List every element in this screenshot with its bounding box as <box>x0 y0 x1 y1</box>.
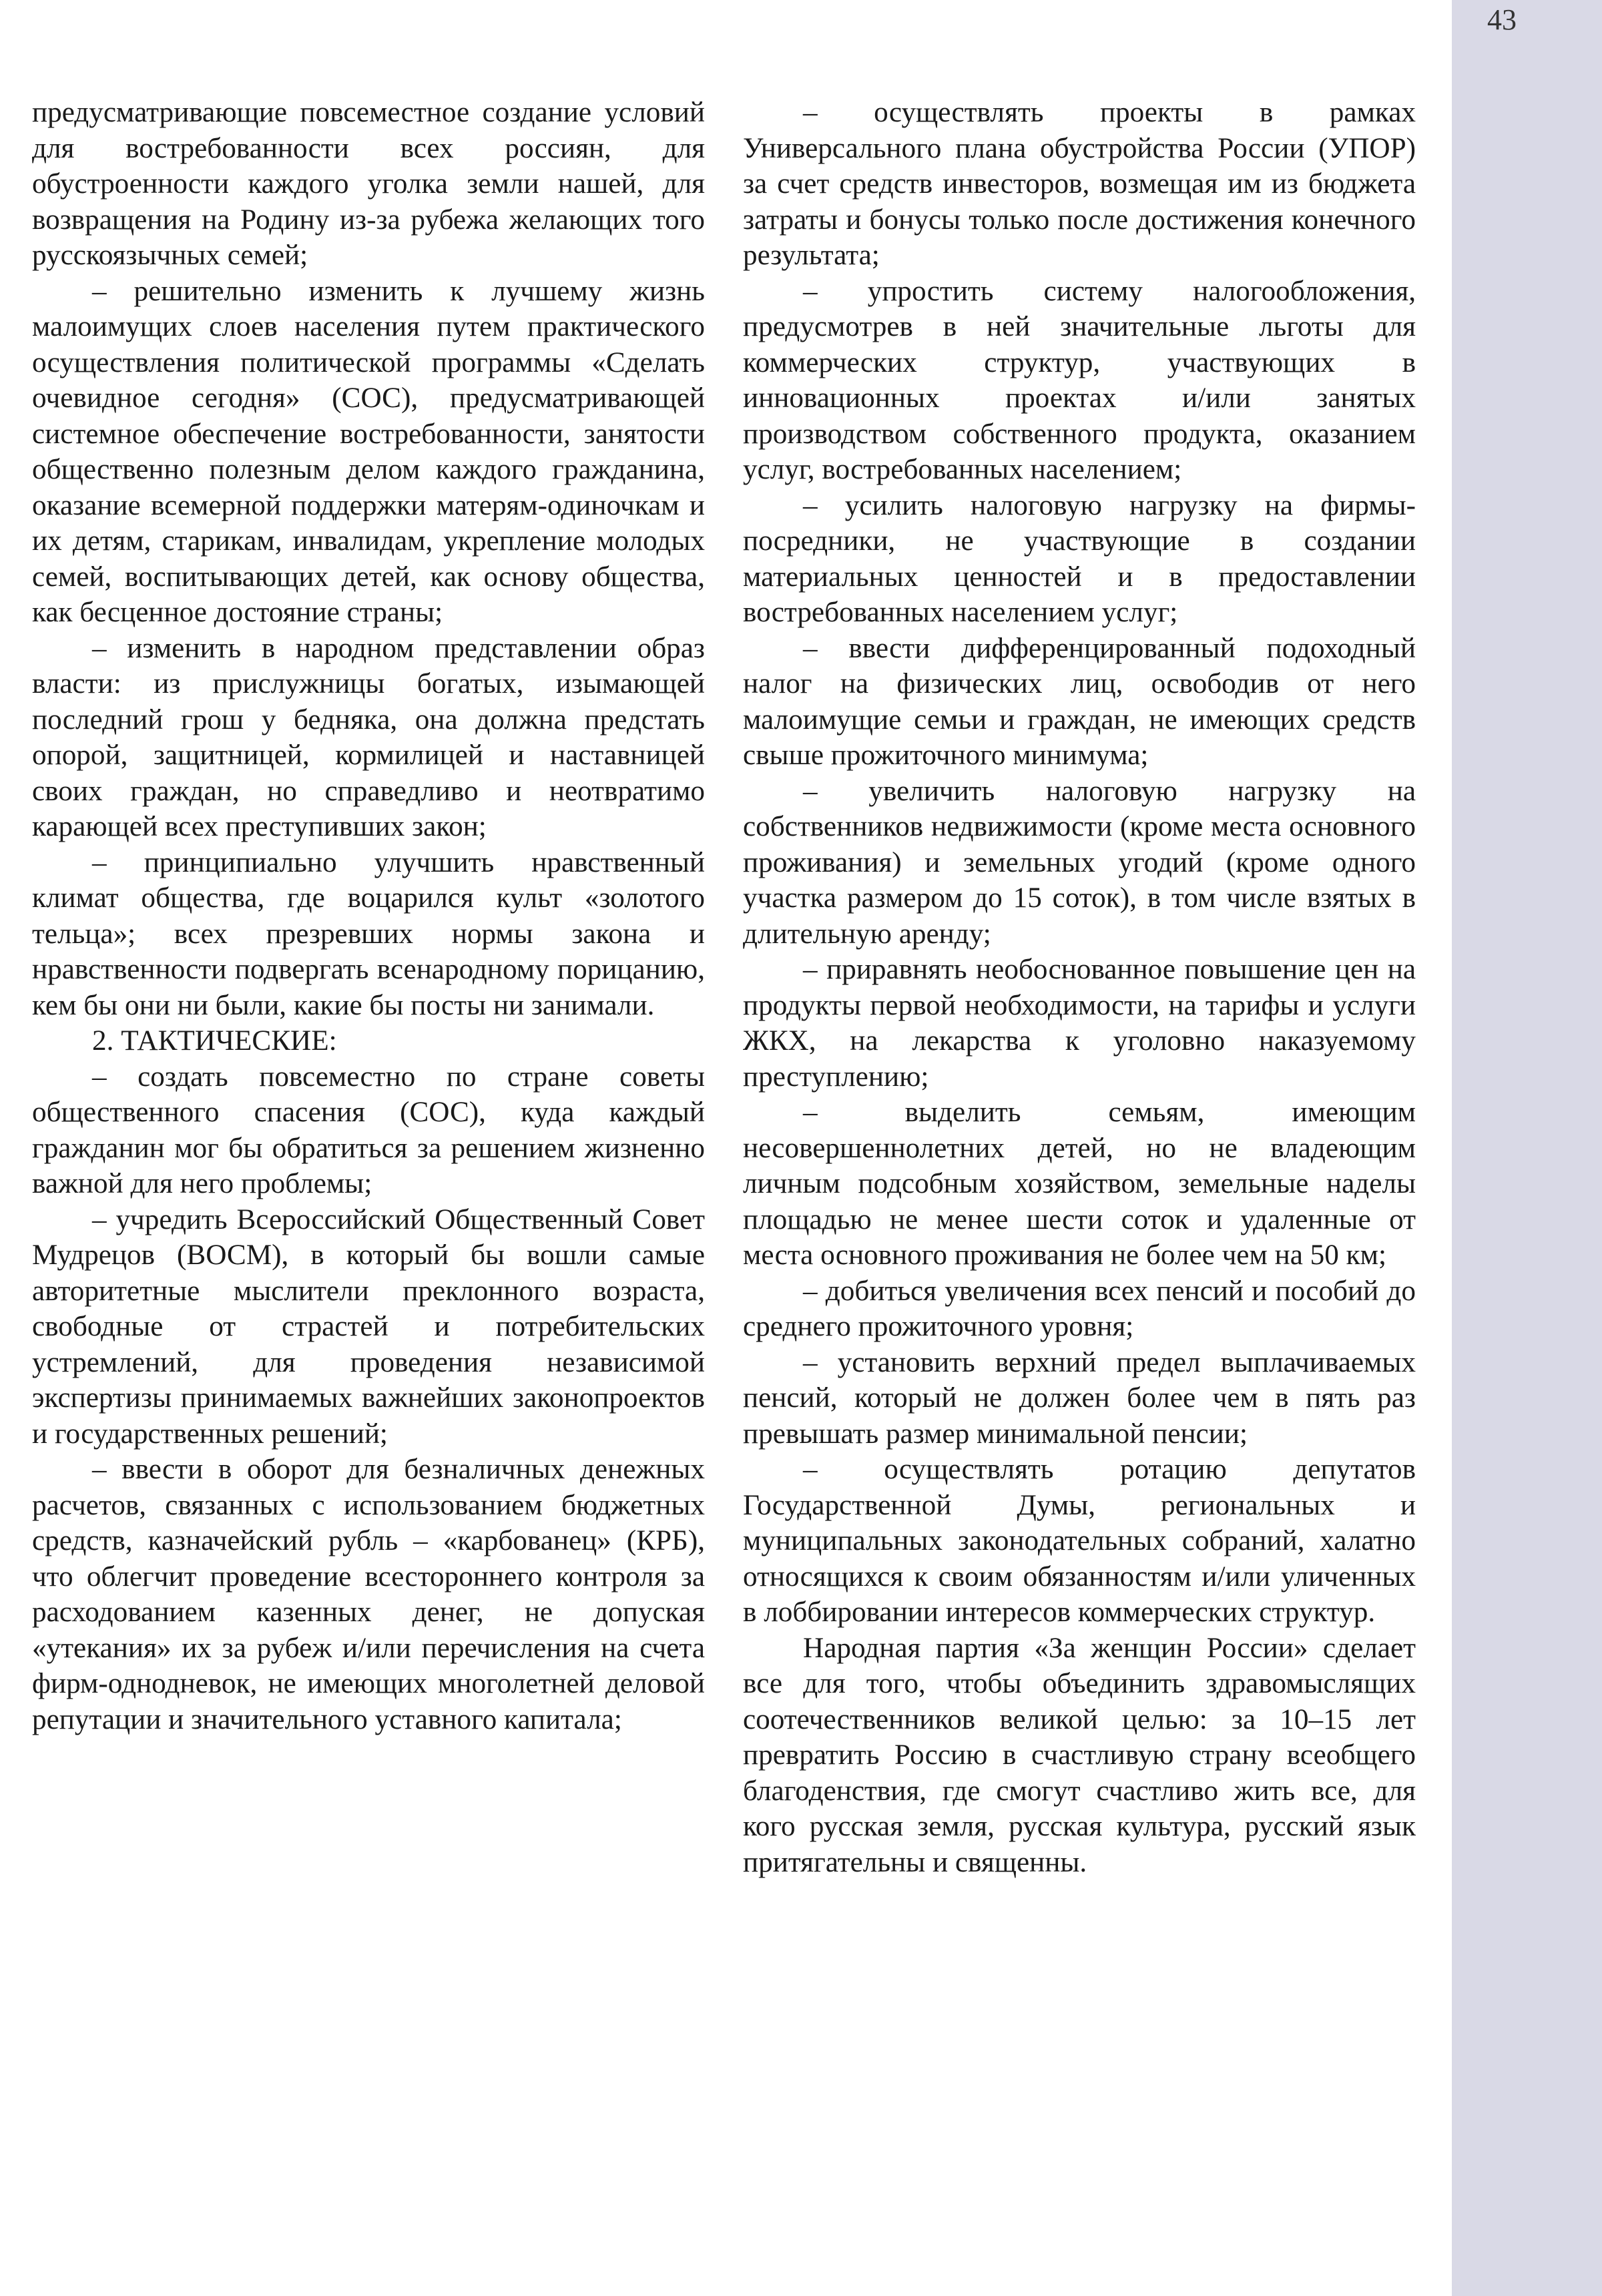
section-heading-tactical: 2. ТАКТИЧЕСКИЕ: <box>92 1025 337 1057</box>
right-paragraph: – увеличить налоговую нагрузку на собственников недвижимости (кроме места основного проживания) и земельных угодий (кроме одного участка размером до 15 соток), в том числе взятых в длительную аренду; <box>743 775 1416 950</box>
left-column <box>32 95 705 1737</box>
left-paragraph: предусматривающие повсеместное создание условий для востребованности всех россиян, для обустроенности каждого уголка земли нашей, для возвращения на Родину из-за рубежа желающих того русскоязычных семей; <box>32 97 705 271</box>
left-paragraph: – изменить в народном представлении образ власти: из прислужницы богатых, изымающей последний грош у бедняка, она должна предстать опорой, защитницей, кормилицей и наставницей своих граждан, но справедливо и неотвратимо карающей всех преступивших закон; <box>32 632 705 842</box>
right-paragraph: – выделить семьям, имеющим несовершеннолетних детей, но не владеющим личным подсобным хозяйством, земельные наделы площадью не менее шести соток и удаленные от места основного проживания не более чем на 50 км; <box>743 1097 1416 1271</box>
page-sidebar <box>1452 0 1602 2296</box>
left-paragraph: – решительно изменить к лучшему жизнь малоимущих слоев населения путем практического осуществления политической программы «Сделать очевидное сегодня» (СОС), предусматривающей системное обеспечение востребованности, занятости общественно полезным делом каждого гражданина, оказание всемерной поддержки матерям-одиночкам и их детям, старикам, инвалидам, укрепление молодых семей, воспитывающих детей, как основу общества, как бесценное достояние страны; <box>32 275 705 628</box>
left-paragraph: – учредить Всероссийский Общественный Совет Мудрецов (ВОСМ), в который бы вошли самые авторитетные мыслители преклонного возраста, свободные от страстей и потребительских устремлений, для проведения независимой экспертизы принимаемых важнейших законопроектов и государственных решений; <box>32 1203 705 1450</box>
right-paragraph: – установить верхний предел выплачиваемых пенсий, который не должен более чем в пять раз превышать размер минимальной пенсии; <box>743 1346 1416 1450</box>
right-paragraph: – добиться увеличения всех пенсий и пособий до среднего прожиточного уровня; <box>743 1275 1416 1342</box>
right-paragraph: – усилить налоговую нагрузку на фирмы-посредники, не участвующие в создании материальных ценностей и в предоставлении востребованных населением услуг; <box>743 489 1416 628</box>
right-paragraph: – упростить систему налогообложения, предусмотрев в ней значительные льготы для коммерческих структур, участвующих в инновационных проектах и/или занятых производством собственного продукта, оказанием услуг, востребованных населением; <box>743 275 1416 485</box>
right-paragraph: – осуществлять проекты в рамках Универсального плана обустройства России (УПОР) за счет средств инвесторов, возмещая им из бюджета затраты и бонусы только после достижения конечного результата; <box>743 97 1416 271</box>
right-paragraph: – осуществлять ротацию депутатов Государственной Думы, региональных и муниципальных законодательных собраний, халатно относящихся к своим обязанностям и/или уличенных в лоббировании интересов коммерческих структур. <box>743 1454 1416 1628</box>
right-paragraph: – приравнять необоснованное повышение цен на продукты первой необходимости, на тарифы и услуги ЖКХ, на лекарства к уголовно наказуемому преступлению; <box>743 954 1416 1093</box>
left-paragraph: – ввести в оборот для безналичных денежных расчетов, связанных с использованием бюджетных средств, казначейский рубль – «карбованец» (КРБ), что облегчит проведение всестороннего контроля за расходованием казенных денег, не допуская «утекания» их за рубеж и/или перечисления на счета фирм-однодневок, не имеющих многолетней деловой репутации и значительного уставного капитала; <box>32 1454 705 1735</box>
right-column <box>743 95 1416 1880</box>
right-paragraph: – ввести дифференцированный подоходный налог на физических лиц, освободив от него малоимущие семьи и граждан, не имеющих средств свыше прожиточного минимума; <box>743 632 1416 771</box>
closing-paragraph: Народная партия «За женщин России» сделает все для того, чтобы объединить здравомыслящих соотечественников великой целью: за 10–15 лет превратить Россию в счастливую страну всеобщего благоденствия, где смогут счастливо жить все, для кого русская земля, русская культура, русский язык притягательны и священны. <box>743 1632 1416 1878</box>
page-number: 43 <box>1487 3 1517 36</box>
left-paragraph: – принципиально улучшить нравственный климат общества, где воцарился культ «золотого тельца»; всех презревших нормы закона и нравственности подвергать всенародному порицанию, кем бы они ни были, какие бы посты ни занимали. <box>32 846 705 1021</box>
left-paragraph: – создать повсеместно по стране советы общественного спасения (СОС), куда каждый гражданин мог бы обратиться за решением жизненно важной для него проблемы; <box>32 1061 705 1199</box>
